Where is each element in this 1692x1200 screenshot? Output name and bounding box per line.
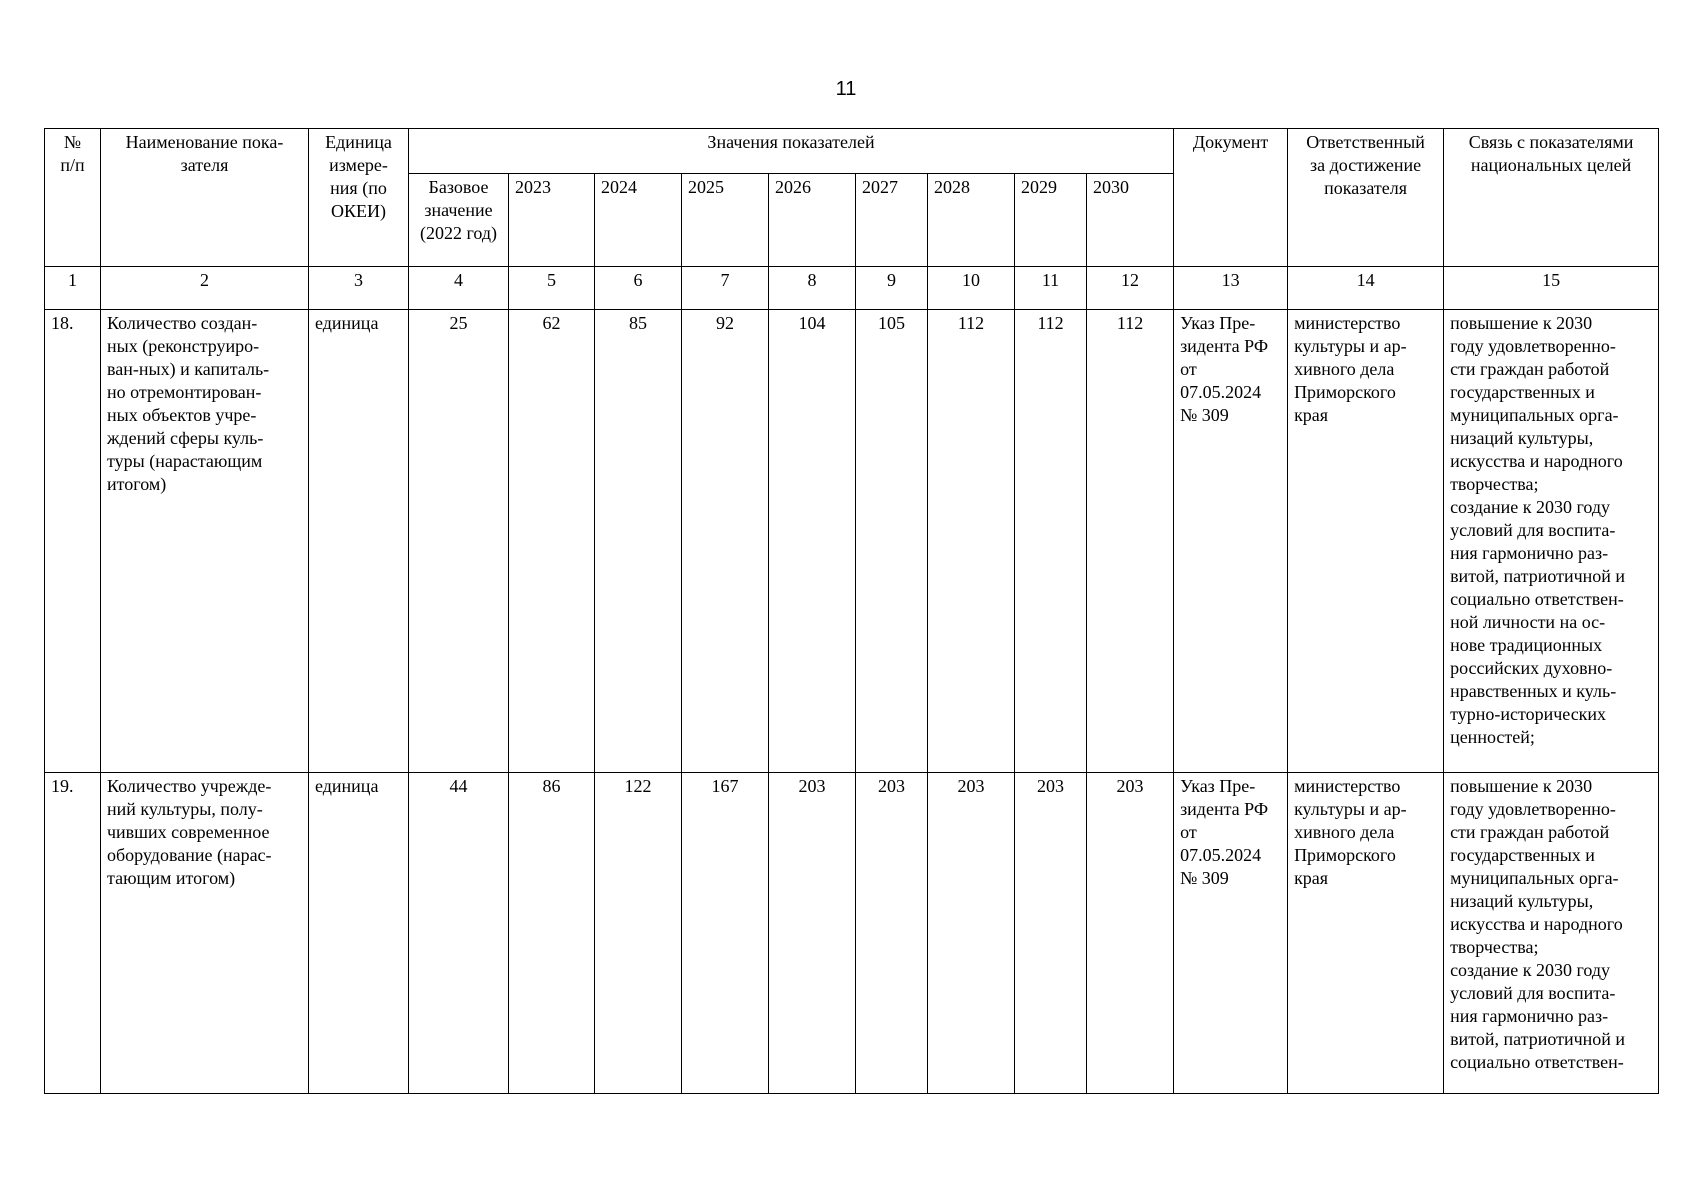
header-unit: Единица измере- ния (по ОКЕИ) — [309, 129, 409, 267]
document-cell: Указ Пре- зидента РФ от 07.05.2024 № 309 — [1174, 773, 1288, 1094]
header-national-goals-link: Связь с показателями национальных целей — [1444, 129, 1659, 267]
column-number: 11 — [1015, 267, 1087, 310]
year-value-cell: 203 — [856, 773, 928, 1094]
year-value-cell: 112 — [1015, 310, 1087, 773]
column-number: 5 — [509, 267, 595, 310]
header-responsible: Ответственный за достижение показателя — [1288, 129, 1444, 267]
column-number: 14 — [1288, 267, 1444, 310]
header-year: 2025 — [682, 174, 769, 267]
row-number: 18. — [45, 310, 101, 773]
header-year: 2024 — [595, 174, 682, 267]
indicator-name: Количество создан- ных (реконструиро- ван-ных) и капиталь- но отремонтирован- ных объектов учре- ждений сферы куль- туры (нарастающим итогом) — [101, 310, 309, 773]
page-number: 11 — [835, 78, 857, 100]
row-number: 19. — [45, 773, 101, 1094]
header-base-value: Базовое значение (2022 год) — [409, 174, 509, 267]
column-number: 9 — [856, 267, 928, 310]
indicator-name: Количество учрежде- ний культуры, полу- чивших современное оборудование (нарас- тающим итогом) — [101, 773, 309, 1094]
column-number: 4 — [409, 267, 509, 310]
column-number: 2 — [101, 267, 309, 310]
header-year: 2028 — [928, 174, 1015, 267]
column-number: 12 — [1087, 267, 1174, 310]
year-value-cell: 62 — [509, 310, 595, 773]
document-cell: Указ Пре- зидента РФ от 07.05.2024 № 309 — [1174, 310, 1288, 773]
header-year: 2029 — [1015, 174, 1087, 267]
header-document: Документ — [1174, 129, 1288, 267]
header-indicator-name: Наименование пока- зателя — [101, 129, 309, 267]
table-row — [45, 773, 1659, 1094]
year-value-cell: 86 — [509, 773, 595, 1094]
header-row — [45, 129, 1659, 174]
unit-cell: единица — [309, 773, 409, 1094]
responsible-cell: министерство культуры и ар- хивного дела Приморского края — [1288, 773, 1444, 1094]
responsible-cell: министерство культуры и ар- хивного дела Приморского края — [1288, 310, 1444, 773]
year-value-cell: 112 — [928, 310, 1015, 773]
header-year: 2030 — [1087, 174, 1174, 267]
column-number: 1 — [45, 267, 101, 310]
year-value-cell: 112 — [1087, 310, 1174, 773]
header-year: 2027 — [856, 174, 928, 267]
column-number: 15 — [1444, 267, 1659, 310]
year-value-cell: 92 — [682, 310, 769, 773]
column-number: 6 — [595, 267, 682, 310]
unit-cell: единица — [309, 310, 409, 773]
year-value-cell: 203 — [1015, 773, 1087, 1094]
header-values-group: Значения показателей — [409, 129, 1174, 174]
year-value-cell: 104 — [769, 310, 856, 773]
national-goals-link-cell: повышение к 2030 году удовлетворенно- сти граждан работой государственных и муниципальных орга- низаций культуры, искусства и народного творчества; создание к 2030 году условий для воспита- ния гармонично раз- витой, патриотичной и социально ответствен- ной личности на ос- нове традиционных российских духовно- нравственных и куль- турно-исторических ценностей; — [1444, 310, 1659, 773]
base-value-cell: 44 — [409, 773, 509, 1094]
header-year: 2026 — [769, 174, 856, 267]
table-row — [45, 310, 1659, 773]
year-value-cell: 85 — [595, 310, 682, 773]
year-value-cell: 105 — [856, 310, 928, 773]
header-no: № п/п — [45, 129, 101, 267]
year-value-cell: 122 — [595, 773, 682, 1094]
year-value-cell: 203 — [769, 773, 856, 1094]
column-number: 8 — [769, 267, 856, 310]
year-value-cell: 203 — [928, 773, 1015, 1094]
column-number: 3 — [309, 267, 409, 310]
column-number-row — [45, 267, 1659, 310]
year-value-cell: 167 — [682, 773, 769, 1094]
year-value-cell: 203 — [1087, 773, 1174, 1094]
header-year: 2023 — [509, 174, 595, 267]
column-number: 7 — [682, 267, 769, 310]
national-goals-link-cell: повышение к 2030 году удовлетворенно- сти граждан работой государственных и муниципальных орга- низаций культуры, искусства и народного творчества; создание к 2030 году условий для воспита- ния гармонично раз- витой, патриотичной и социально ответствен- — [1444, 773, 1659, 1094]
indicators-table — [44, 128, 1659, 1094]
base-value-cell: 25 — [409, 310, 509, 773]
column-number: 10 — [928, 267, 1015, 310]
column-number: 13 — [1174, 267, 1288, 310]
